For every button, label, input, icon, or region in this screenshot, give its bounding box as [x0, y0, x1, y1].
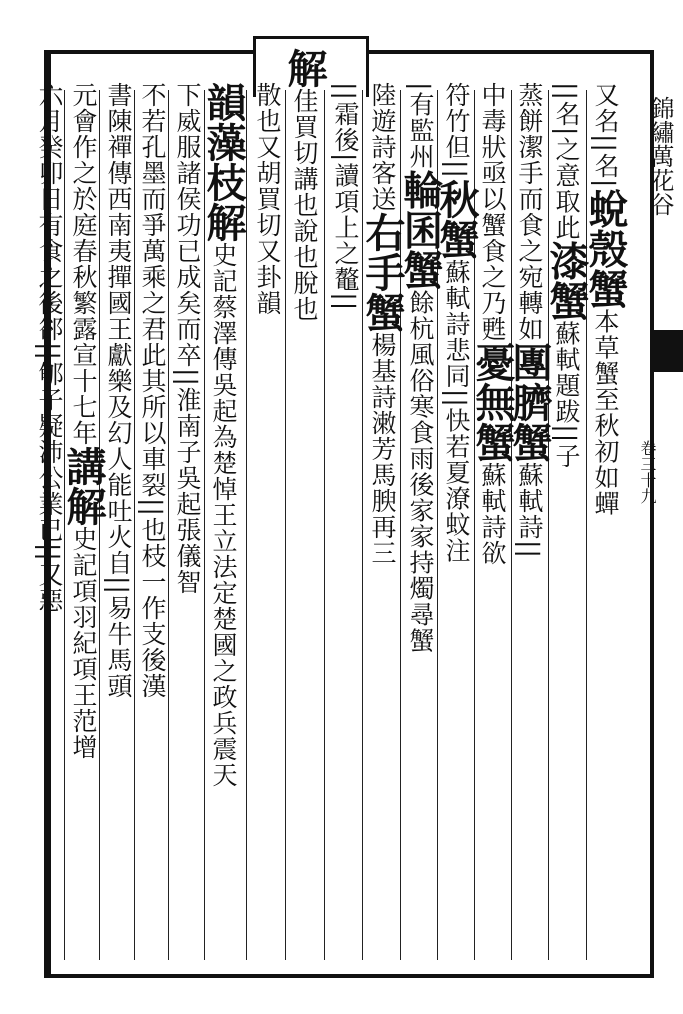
text-column: [32, 82, 66, 962]
column-text: 蘇軾詩||: [515, 462, 544, 559]
column-text: 下威服諸侯功已成矣而卒||淮南子吳起張儀智: [173, 82, 202, 595]
column-text: 蘇軾詩悲同||快若夏潦蚊注: [442, 258, 471, 564]
entry-heading: 漆蟹: [543, 240, 590, 321]
entry-heading: 解: [281, 48, 328, 88]
entry-heading: 輪囷蟹: [397, 169, 444, 290]
column-text: 六月癸卯日有食之後郤||郇子疑沛公業已||又惡: [35, 82, 64, 614]
column-text: 讀項上之鼇||: [331, 162, 360, 312]
column-text: 蘇軾題跋||子: [552, 320, 581, 470]
text-column: [60, 82, 107, 962]
column-text: 中毒狀亟以蟹食之乃甦: [478, 82, 507, 342]
column-text: |有監州: [406, 82, 435, 170]
column-text: 符竹但||: [442, 82, 471, 179]
text-column: [170, 82, 204, 962]
text-column: [433, 82, 480, 962]
entry-heading: 講解: [60, 446, 107, 526]
text-column: [281, 48, 328, 928]
column-text: 散也又胡買切又卦韻: [253, 82, 282, 316]
text-column: [135, 82, 169, 962]
column-rule: [285, 90, 286, 960]
entry-heading: 右手蟹: [359, 212, 406, 332]
column-text: 本草蟹至秋初如蟬: [591, 308, 620, 517]
column-text: 書陳禪傳西南夷撣國王獻樂及幻人能吐火自||易牛馬頭: [104, 82, 133, 699]
column-text: ||霜後|: [331, 82, 360, 163]
folio-number: 卷三十九: [638, 440, 657, 504]
entry-heading: 秋蟹: [433, 178, 480, 259]
text-column: [506, 82, 553, 962]
text-column: [469, 82, 516, 962]
text-column: [200, 82, 247, 962]
entry-heading: 團臍蟹: [506, 342, 553, 462]
text-column: [397, 82, 444, 962]
column-text: 佳買切講也說也脫也: [290, 88, 319, 322]
column-text: 又名||名|: [591, 82, 620, 189]
column-text: 楊基詩潄芳馬腴再三: [368, 332, 397, 566]
column-text: 陸遊詩客送: [368, 82, 397, 212]
text-column: [250, 82, 284, 962]
edge-mark: [654, 330, 683, 372]
text-column: [543, 82, 590, 962]
column-rule: [324, 90, 325, 960]
entry-heading: 蛻殼蟹: [582, 188, 629, 309]
column-text: 史記蔡澤傳吳起為楚悼王立法定楚國之政兵震天: [209, 242, 238, 788]
column-text: 史記項羽紀項王范增: [69, 526, 98, 760]
column-text: 蒸餅潔手而食之宛轉如: [515, 82, 544, 342]
text-column: [582, 82, 629, 962]
column-text: ||名|之意取此: [552, 82, 581, 241]
entry-heading: 韻藻枝解: [200, 82, 247, 242]
column-text: 蘇軾詩欲: [478, 462, 507, 566]
text-column: [328, 82, 362, 962]
column-text: 餘杭風俗寒食雨後家家持燭尋蟹: [406, 289, 435, 654]
running-head: 錦繡萬花谷: [646, 96, 674, 216]
column-text: 元會作之於庭春秋繁露宣十七年: [69, 82, 98, 446]
entry-heading: 憂無蟹: [469, 342, 516, 462]
text-column: [359, 82, 406, 962]
column-text: 不若孔墨而爭萬乘之君此其所以車裂||也枝一作支後漢: [138, 82, 167, 699]
